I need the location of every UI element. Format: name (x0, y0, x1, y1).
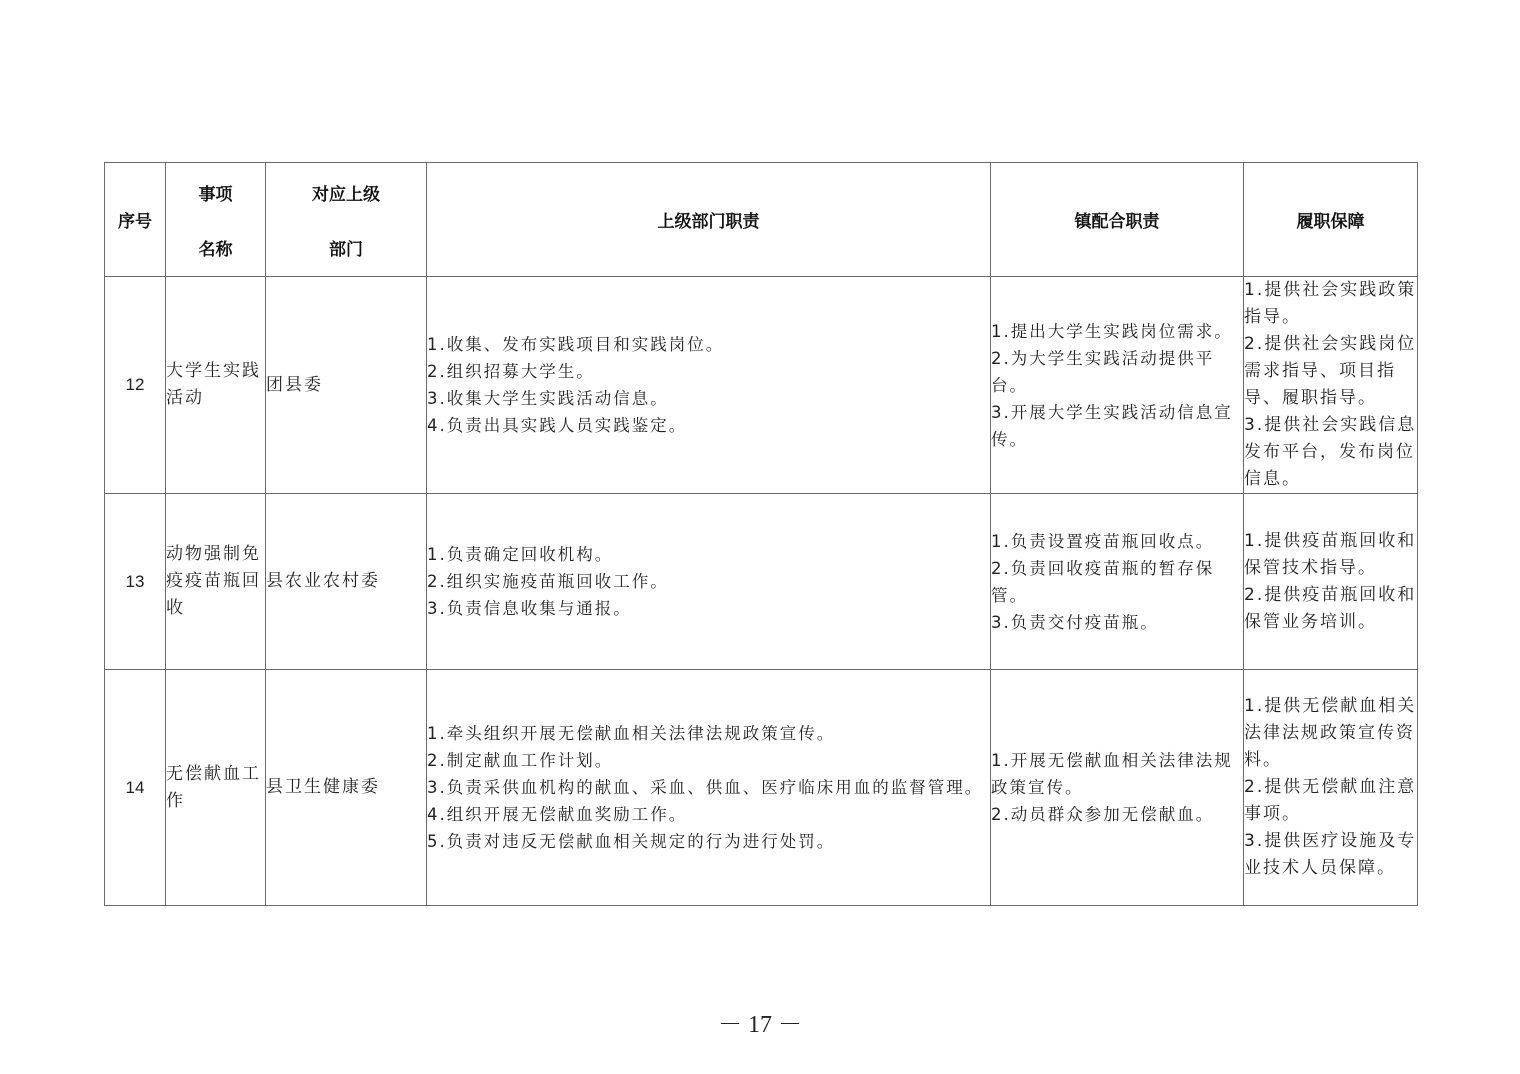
row-item-name: 无偿献血工作 (166, 670, 266, 906)
row-guarantee (1244, 277, 1418, 494)
header-guarantee (1244, 163, 1418, 277)
guarantee-line: 1.提供无偿献血相关法律法规政策宣传资料。 (1244, 696, 1417, 770)
guarantee-line: 1.提供社会实践政策指导。 (1244, 280, 1417, 327)
header-upper-duty (427, 163, 991, 277)
row-item-name: 大学生实践活动 (166, 277, 266, 494)
header-town-duty-label: 镇配合职责 (1074, 212, 1160, 232)
duty-line: 3.负责交付疫苗瓶。 (991, 612, 1159, 632)
duty-line: 3.负责采供血机构的献血、采血、供血、医疗临床用血的监督管理。 (427, 778, 984, 797)
duty-line: 1.提出大学生实践岗位需求。 (991, 321, 1233, 341)
header-upper-duty-label: 上级部门职责 (657, 212, 760, 232)
header-dept-line1: 对应上级 (312, 184, 380, 205)
header-upper-dept (266, 163, 427, 277)
row-upper-dept: 县卫生健康委 (266, 670, 427, 906)
duty-line: 2.制定献血工作计划。 (427, 751, 614, 770)
guarantee-line: 3.提供社会实践信息发布平台，发布岗位信息。 (1244, 415, 1417, 489)
row-upper-duties (427, 277, 991, 494)
duty-line: 4.组织开展无偿献血奖励工作。 (427, 805, 688, 824)
row-guarantee (1244, 670, 1418, 906)
page-number: － 17 － (718, 1012, 802, 1038)
duty-line: 2.为大学生实践活动提供平台。 (991, 348, 1215, 395)
header-town-duty (991, 163, 1244, 277)
duty-line: 3.收集大学生实践活动信息。 (427, 389, 669, 408)
duty-line: 2.负责回收疫苗瓶的暂存保管。 (991, 558, 1215, 605)
duty-line: 1.负责确定回收机构。 (427, 545, 614, 564)
header-dept-line2: 部门 (329, 239, 363, 260)
duty-line: 1.负责设置疫苗瓶回收点。 (991, 531, 1215, 551)
row-seq: 12 (105, 277, 166, 494)
guarantee-line: 1.提供疫苗瓶回收和保管技术指导。 (1244, 530, 1417, 578)
row-seq: 13 (105, 494, 166, 670)
row-guarantee (1244, 494, 1418, 670)
table-row (105, 670, 1418, 906)
row-item-name: 动物强制免疫疫苗瓶回收 (166, 494, 266, 670)
guarantee-line: 2.提供无偿献血注意事项。 (1244, 777, 1417, 824)
row-upper-dept: 县农业农村委 (266, 494, 427, 670)
table-row (105, 494, 1418, 670)
duty-line: 2.组织招募大学生。 (427, 362, 595, 381)
duty-line: 2.动员群众参加无偿献血。 (991, 805, 1215, 824)
header-row (105, 163, 1418, 277)
duty-line: 3.负责信息收集与通报。 (427, 599, 632, 618)
guarantee-line: 3.提供医疗设施及专业技术人员保障。 (1244, 831, 1417, 878)
row-town-duties (991, 277, 1244, 494)
row-upper-duties (427, 670, 991, 906)
duty-line: 1.牵头组织开展无偿献血相关法律法规政策宣传。 (427, 724, 836, 743)
header-guarantee-label: 履职保障 (1296, 212, 1365, 232)
row-town-duties (991, 494, 1244, 670)
header-seq (105, 163, 166, 277)
duty-line: 2.组织实施疫苗瓶回收工作。 (427, 572, 669, 591)
header-item-line2: 名称 (198, 239, 233, 260)
row-town-duties (991, 670, 1244, 906)
duty-line: 4.负责出具实践人员实践鉴定。 (427, 416, 688, 435)
header-item-line1: 事项 (198, 184, 233, 205)
row-upper-dept: 团县委 (266, 277, 427, 494)
row-upper-duties (427, 494, 991, 670)
header-item-name (166, 163, 266, 277)
guarantee-line: 2.提供社会实践岗位需求指导、项目指导、履职指导。 (1244, 334, 1417, 408)
duty-line: 1.收集、发布实践项目和实践岗位。 (427, 335, 725, 354)
duty-table (104, 162, 1418, 906)
duty-line: 1.开展无偿献血相关法律法规政策宣传。 (991, 751, 1233, 797)
duty-line: 3.开展大学生实践活动信息宣传。 (991, 402, 1233, 449)
table-row (105, 277, 1418, 494)
duty-line: 5.负责对违反无偿献血相关规定的行为进行处罚。 (427, 832, 836, 851)
guarantee-line: 2.提供疫苗瓶回收和保管业务培训。 (1244, 584, 1417, 632)
row-seq: 14 (105, 670, 166, 906)
header-seq-label: 序号 (118, 212, 152, 232)
